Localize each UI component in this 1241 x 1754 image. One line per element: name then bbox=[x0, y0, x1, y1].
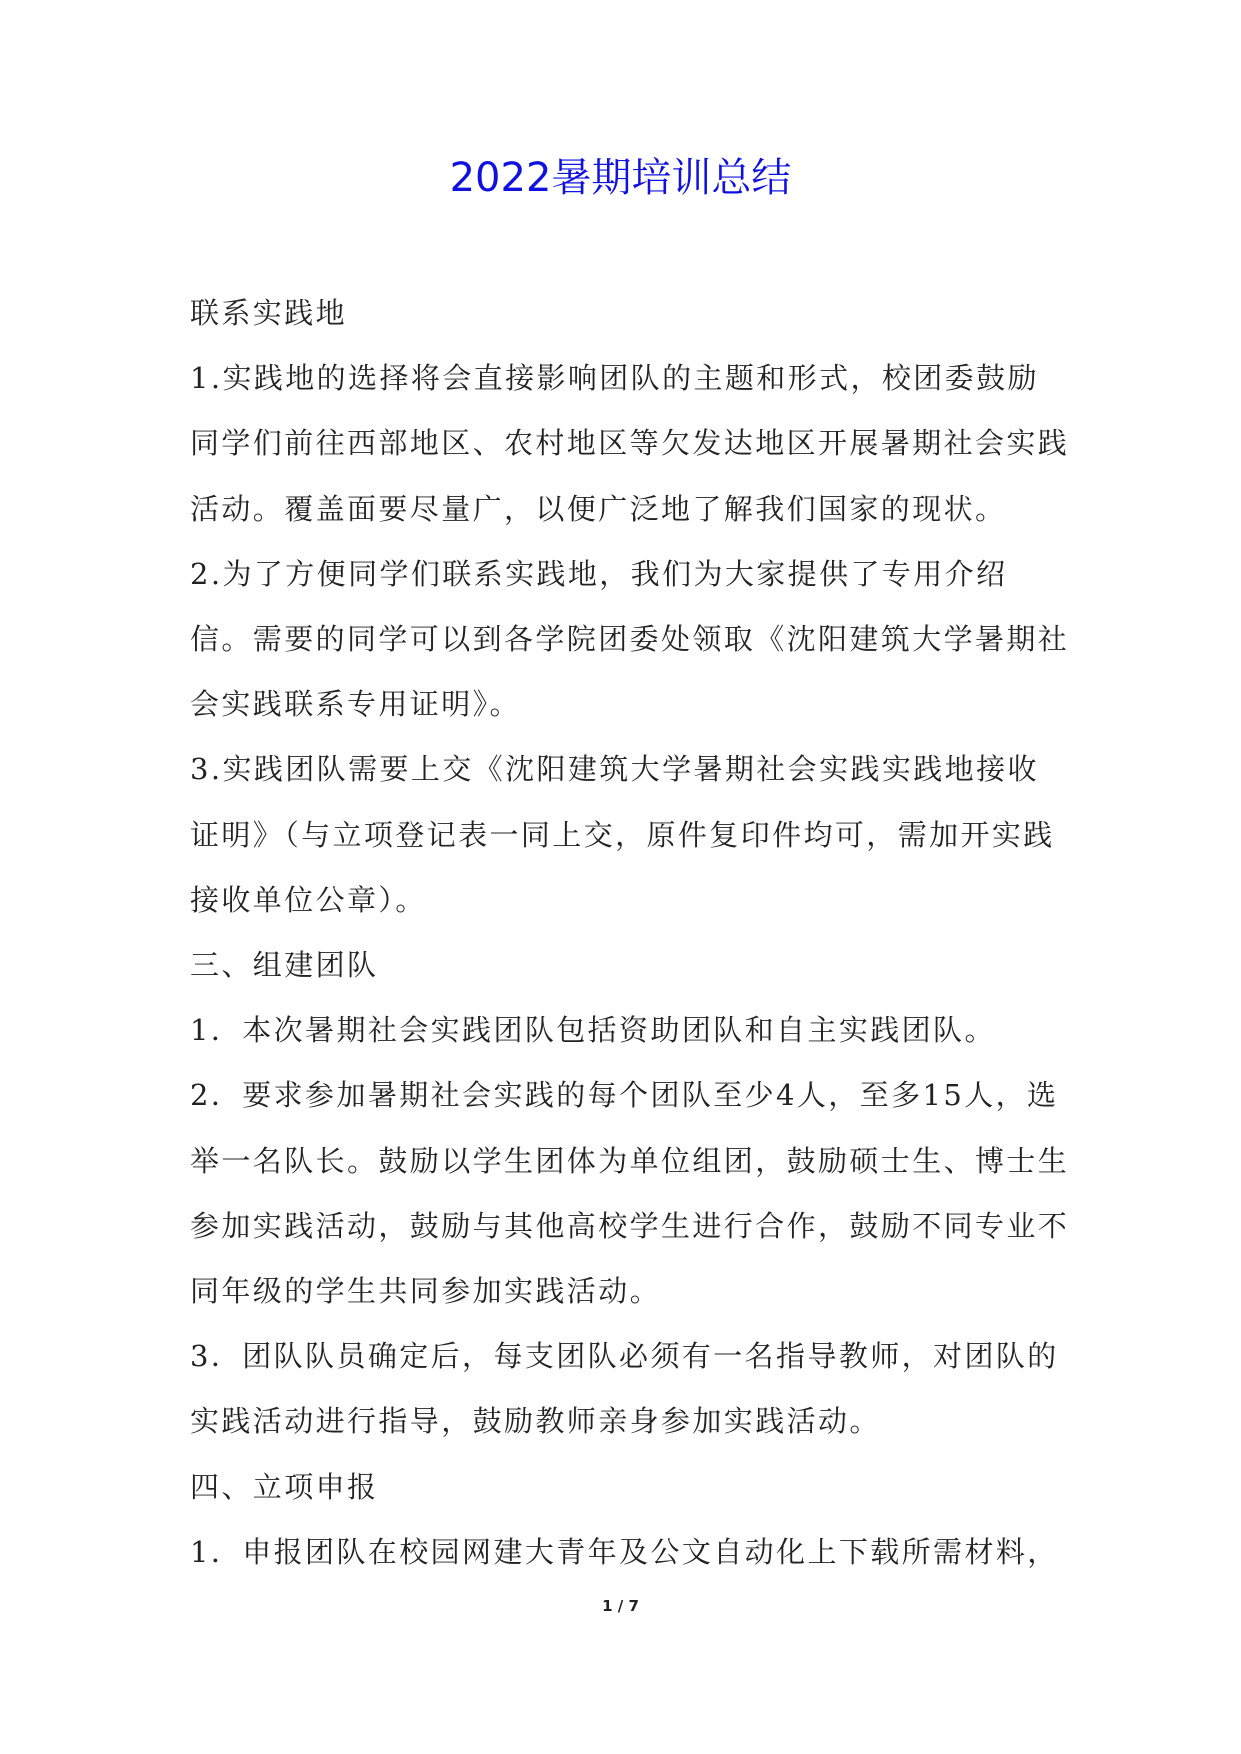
paragraph-item: 3.实践团队需要上交《沈阳建筑大学暑期社会实践实践地接收证明》（与立项登记表一同上交，原件复印件均可，需加开实践接收单位公章）。 bbox=[190, 752, 1055, 917]
section-heading-project-application: 四、立项申报 bbox=[190, 1469, 379, 1504]
page-number: 1 / 7 bbox=[602, 1597, 639, 1615]
paragraph-item: 3．团队队员确定后，每支团队必须有一名指导教师，对团队的实践活动进行指导，鼓励教师亲身参加实践活动。 bbox=[190, 1339, 1059, 1439]
paragraph-item: 1．本次暑期社会实践团队包括资助团队和自主实践团队。 bbox=[190, 1013, 996, 1048]
paragraph-item: 1.实践地的选择将会直接影响团队的主题和形式，校团委鼓励同学们前往西部地区、农村地区等欠发达地区开展暑期社会实践活动。覆盖面要尽量广，以便广泛地了解我们国家的现状。 bbox=[190, 361, 1070, 526]
paragraph-item: 2.为了方便同学们联系实践地，我们为大家提供了专用介绍信。需要的同学可以到各学院团委处领取《沈阳建筑大学暑期社会实践联系专用证明》。 bbox=[190, 556, 1070, 722]
paragraph-item: 2．要求参加暑期社会实践的每个团队至少4人，至多15人，选举一名队长。鼓励以学生团体为单位组团，鼓励硕士生、博士生参加实践活动，鼓励与其他高校学生进行合作，鼓励不同专业不同年级的学生共同参加实践活动。 bbox=[190, 1078, 1070, 1309]
section-heading-build-team: 三、组建团队 bbox=[190, 948, 379, 983]
paragraph-heading-contact-site: 联系实践地 bbox=[190, 296, 348, 330]
document-title: 2022暑期培训总结 bbox=[449, 155, 792, 201]
paragraph-item: 1．申报团队在校园网建大青年及公文自动化上下载所需材料， bbox=[190, 1534, 1059, 1569]
document-body bbox=[190, 281, 1070, 1585]
